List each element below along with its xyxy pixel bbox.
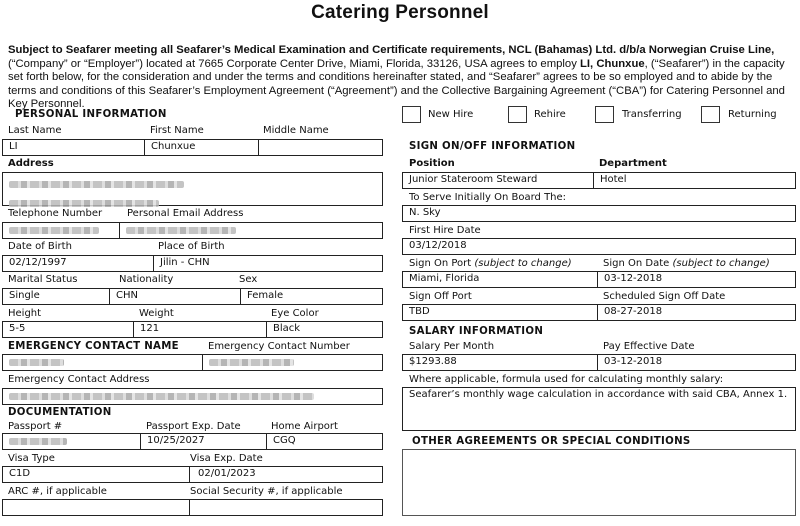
address-field[interactable]	[2, 172, 383, 206]
position-field[interactable]: Junior Stateroom Steward	[409, 174, 538, 185]
emergency-name-field[interactable]	[3, 355, 202, 370]
first-name-label: First Name	[150, 125, 204, 136]
salary-per-month-label: Salary Per Month	[409, 341, 495, 352]
salary-heading: SALARY INFORMATION	[409, 326, 544, 337]
first-hire-row	[402, 238, 796, 255]
salary-per-month-field[interactable]: $1293.88	[409, 356, 457, 367]
salary-formula-field[interactable]	[402, 387, 796, 431]
redacted-emergency-name	[9, 359, 64, 366]
eye-color-label: Eye Color	[271, 308, 319, 319]
telephone-field[interactable]	[3, 223, 119, 238]
sign-on-off-heading: SIGN ON/OFF INFORMATION	[409, 141, 576, 152]
passport-label: Passport #	[8, 421, 63, 432]
physical-row	[2, 321, 383, 338]
sign-on-port-label-text: Sign On Port	[409, 258, 472, 269]
visa-exp-label: Visa Exp. Date	[190, 453, 263, 464]
emergency-row	[2, 354, 383, 371]
birth-row	[2, 255, 383, 272]
redacted-passport	[9, 438, 67, 445]
department-label: Department	[599, 158, 667, 169]
intro-text-2: , (“Seafarer”) in the capacity set forth below, for the consideration and under the terms and conditions hereinafter stated, and “Seafarer” agrees to be so employed and to abide by the terms and conditions of this Seafarer’s Employment Agreement (“Agreement”) and the Collective Bargaining Agreement (“CBA”) for Catering Personnel and Key Personnel.	[8, 57, 785, 111]
new-hire-checkbox[interactable]	[402, 106, 421, 123]
intro-bold-lead: Subject to Seafarer meeting all Seafarer’s Medical Examination and Certificate requirements, NCL (Bahamas) Ltd. d/b/a Norwegian Cruise Line,	[8, 44, 775, 56]
salary-formula-text: Seafarer’s monthly wage calculation in accordance with said CBA, Annex 1.	[409, 389, 788, 400]
first-hire-date-field[interactable]: 03/12/2018	[409, 240, 467, 251]
name-row	[2, 139, 383, 156]
redacted-address-line-2	[9, 200, 159, 207]
passport-field[interactable]	[3, 434, 140, 449]
pob-field[interactable]: Jilin - CHN	[153, 256, 382, 271]
sign-on-port-label	[409, 258, 572, 270]
status-row	[2, 288, 383, 305]
position-label: Position	[409, 158, 455, 169]
subject-to-change-note: (subject to change)	[474, 258, 572, 269]
intro-text-1: (“Company” or “Employer”) located at 7665 Corporate Center Drive, Miami, Florida, 33126, USA agrees to employ	[8, 57, 580, 70]
height-label: Height	[8, 308, 42, 319]
salary-row	[402, 354, 796, 371]
returning-checkbox[interactable]	[701, 106, 720, 123]
address-label: Address	[8, 158, 54, 169]
visa-exp-field[interactable]: 02/01/2023	[189, 467, 382, 482]
redacted-emergency-address	[9, 393, 314, 400]
rehire-checkbox[interactable]	[508, 106, 527, 123]
home-airport-label: Home Airport	[271, 421, 338, 432]
sex-field[interactable]: Female	[240, 289, 382, 304]
intro-employee-name: LI, Chunxue	[580, 57, 645, 70]
home-airport-field[interactable]: CGQ	[266, 434, 382, 449]
marital-status-label: Marital Status	[8, 274, 78, 285]
first-name-field[interactable]: Chunxue	[144, 140, 258, 155]
redacted-telephone	[9, 227, 99, 234]
sign-on-date-label-text: Sign On Date	[603, 258, 670, 269]
middle-name-label: Middle Name	[263, 125, 329, 136]
pob-label: Place of Birth	[158, 241, 225, 252]
emergency-address-row	[2, 388, 383, 405]
pay-effective-date-label: Pay Effective Date	[603, 341, 695, 352]
pay-effective-date-field[interactable]: 03-12-2018	[597, 355, 795, 370]
last-name-field[interactable]: LI	[9, 141, 18, 152]
page-title: Catering Personnel	[311, 2, 489, 23]
weight-field[interactable]: 121	[133, 322, 266, 337]
eye-color-field[interactable]: Black	[266, 322, 382, 337]
arc-label: ARC #, if applicable	[8, 486, 107, 497]
contact-row	[2, 222, 383, 239]
position-row	[402, 172, 796, 189]
personal-info-heading: PERSONAL INFORMATION	[15, 109, 167, 120]
ssn-label: Social Security #, if applicable	[190, 486, 343, 497]
arc-ssn-row	[2, 499, 383, 516]
subject-to-change-note: (subject to change)	[672, 258, 770, 269]
first-hire-date-label: First Hire Date	[409, 225, 481, 236]
visa-row	[2, 466, 383, 483]
dob-label: Date of Birth	[8, 241, 72, 252]
email-field[interactable]	[119, 223, 382, 238]
sign-off-row	[402, 304, 796, 321]
emergency-address-label: Emergency Contact Address	[8, 374, 150, 385]
new-hire-label: New Hire	[428, 109, 474, 120]
middle-name-field[interactable]	[258, 140, 382, 155]
returning-label: Returning	[728, 109, 777, 120]
documentation-heading: DOCUMENTATION	[8, 407, 112, 418]
emergency-number-field[interactable]	[202, 355, 382, 370]
last-name-label: Last Name	[8, 125, 62, 136]
ship-row	[402, 205, 796, 222]
telephone-label: Telephone Number	[8, 208, 103, 219]
sign-off-port-label: Sign Off Port	[409, 291, 472, 302]
salary-formula-label: Where applicable, formula used for calculating monthly salary:	[409, 374, 724, 385]
sign-on-date-label	[603, 258, 770, 270]
emergency-number-label: Emergency Contact Number	[208, 341, 350, 352]
rehire-label: Rehire	[534, 109, 566, 120]
ship-label: To Serve Initially On Board The:	[409, 192, 567, 203]
sign-on-date-field[interactable]: 03-12-2018	[597, 272, 795, 287]
sign-off-date-label: Scheduled Sign Off Date	[603, 291, 726, 302]
intro-paragraph	[8, 44, 796, 112]
height-field[interactable]: 5-5	[9, 323, 26, 334]
ssn-field[interactable]	[189, 500, 382, 515]
sex-label: Sex	[239, 274, 258, 285]
ship-field[interactable]: N. Sky	[409, 207, 441, 218]
sign-on-port-field[interactable]: Miami, Florida	[409, 273, 480, 284]
passport-exp-field[interactable]: 10/25/2027	[140, 434, 266, 449]
redacted-emergency-number	[209, 359, 294, 366]
redacted-address-line-1	[9, 181, 184, 188]
transferring-checkbox[interactable]	[595, 106, 614, 123]
weight-label: Weight	[139, 308, 174, 319]
nationality-label: Nationality	[119, 274, 174, 285]
emergency-address-field[interactable]	[3, 389, 382, 404]
marital-status-field[interactable]: Single	[9, 290, 40, 301]
other-agreements-field[interactable]	[402, 449, 796, 516]
email-label: Personal Email Address	[127, 208, 244, 219]
sign-off-date-field[interactable]: 08-27-2018	[597, 305, 795, 320]
nationality-field[interactable]: CHN	[109, 289, 240, 304]
arc-field[interactable]	[3, 500, 189, 515]
passport-exp-label: Passport Exp. Date	[146, 421, 241, 432]
other-agreements-heading: OTHER AGREEMENTS OR SPECIAL CONDITIONS	[412, 436, 691, 447]
passport-row	[2, 433, 383, 450]
department-field[interactable]: Hotel	[593, 173, 795, 188]
visa-type-label: Visa Type	[8, 453, 55, 464]
emergency-contact-heading: EMERGENCY CONTACT NAME	[8, 341, 179, 352]
sign-on-row	[402, 271, 796, 288]
sign-off-port-field[interactable]: TBD	[409, 306, 430, 317]
redacted-email	[126, 227, 236, 234]
transferring-label: Transferring	[622, 109, 682, 120]
visa-type-field[interactable]: C1D	[9, 468, 31, 479]
dob-field[interactable]: 02/12/1997	[9, 257, 67, 268]
